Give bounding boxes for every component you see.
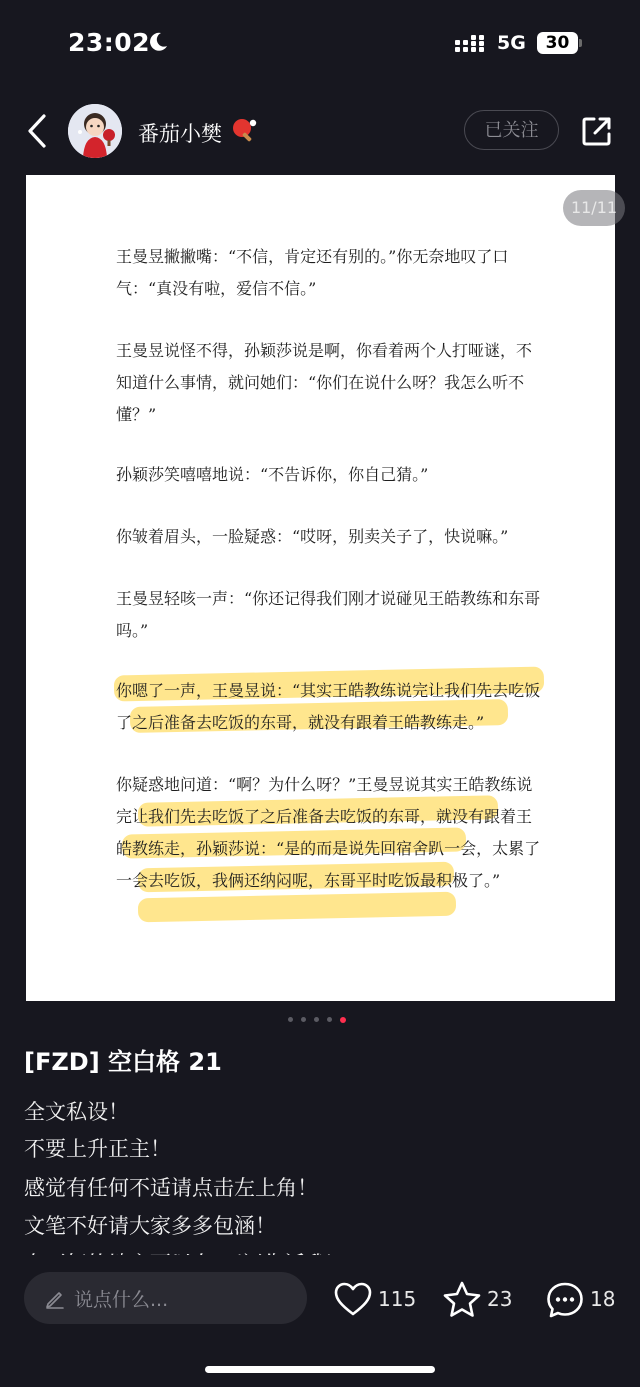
post-line: 全文私设！	[24, 1100, 129, 1124]
star-icon	[442, 1280, 482, 1320]
heart-icon	[333, 1280, 373, 1320]
pencil-icon	[44, 1287, 66, 1309]
favorite-button[interactable]	[442, 1280, 517, 1320]
share-icon[interactable]	[580, 114, 614, 148]
battery-tip	[579, 39, 582, 47]
like-count: 115	[378, 1287, 417, 1311]
paragraph: 你疑惑地问道：“啊？为什么呀？”王曼昱说其实王皓教练说完让我们先去吃饭了之后准备去吃饭的东哥，就没有跟着王皓教练走，孙颖莎说：“是的而是说先回宿舍趴一会，太累了一会去吃饭，我俩还纳闷呢，东哥平时吃饭最积极了。”	[116, 775, 541, 890]
comment-placeholder: 说点什么...	[74, 1289, 169, 1311]
comment-button[interactable]	[545, 1280, 620, 1320]
paragraph: 你嗯了一声，王曼昱说：“其实王皓教练说完让我们先去吃饭了之后准备去吃饭的东哥，就没有跟着王皓教练走。”	[116, 681, 541, 732]
status-time: 23:02	[68, 28, 151, 57]
paragraph: 王曼昱说怪不得，孙颖莎说是啊，你看着两个人打哑谜，不知道什么事情，就问她们：“你们在说什么呀？我怎么听不懂？”	[116, 341, 533, 424]
comment-bubble-icon	[545, 1280, 585, 1320]
avatar-illustration-icon	[68, 104, 122, 158]
page-indicator: 11/11	[563, 190, 625, 226]
post-image[interactable]	[26, 175, 615, 1001]
post-line: 感觉有任何不适请点击左上角！	[24, 1176, 318, 1200]
paragraph: 你皱着眉头，一脸疑惑：“哎呀，别卖关子了，快说嘛。”	[116, 527, 509, 546]
author-name[interactable]: 番茄小樊	[138, 122, 222, 146]
carousel-dot-active	[340, 1017, 346, 1023]
carousel-dot	[327, 1017, 332, 1022]
avatar[interactable]	[68, 104, 122, 158]
status-bar	[0, 0, 640, 88]
carousel-dot	[301, 1017, 306, 1022]
home-indicator[interactable]	[205, 1366, 435, 1373]
paragraph: 孙颖莎笑嘻嘻地说：“不告诉你，你自己猜。”	[116, 465, 429, 484]
paragraph: 王曼昱轻咳一声：“你还记得我们刚才说碰见王皓教练和东哥吗。”	[116, 589, 541, 640]
network-label: 5G	[497, 32, 526, 54]
signal-icon	[453, 33, 489, 55]
comment-count: 18	[590, 1287, 616, 1311]
follow-button[interactable]: 已关注	[464, 110, 559, 150]
post-title: [FZD] 空白格 21	[24, 1048, 222, 1076]
comment-input[interactable]	[24, 1272, 307, 1324]
battery-level: 30	[537, 32, 578, 54]
favorite-count: 23	[487, 1287, 513, 1311]
paragraph: 王曼昱撇撇嘴：“不信，肯定还有别的。”你无奈地叹了口气：“真没有啦，爱信不信。”	[116, 247, 509, 298]
carousel-dot	[314, 1017, 319, 1022]
moon-icon	[146, 30, 170, 54]
back-button[interactable]	[20, 110, 54, 152]
post-line: 不要上升正主！	[24, 1137, 171, 1161]
ping-pong-icon	[230, 116, 258, 144]
like-button[interactable]	[333, 1280, 417, 1320]
post-line: 文笔不好请大家多多包涵！	[24, 1214, 276, 1238]
battery-indicator	[537, 32, 581, 54]
carousel-dot	[288, 1017, 293, 1022]
post-header	[0, 96, 640, 166]
bottom-action-bar	[0, 1255, 640, 1387]
